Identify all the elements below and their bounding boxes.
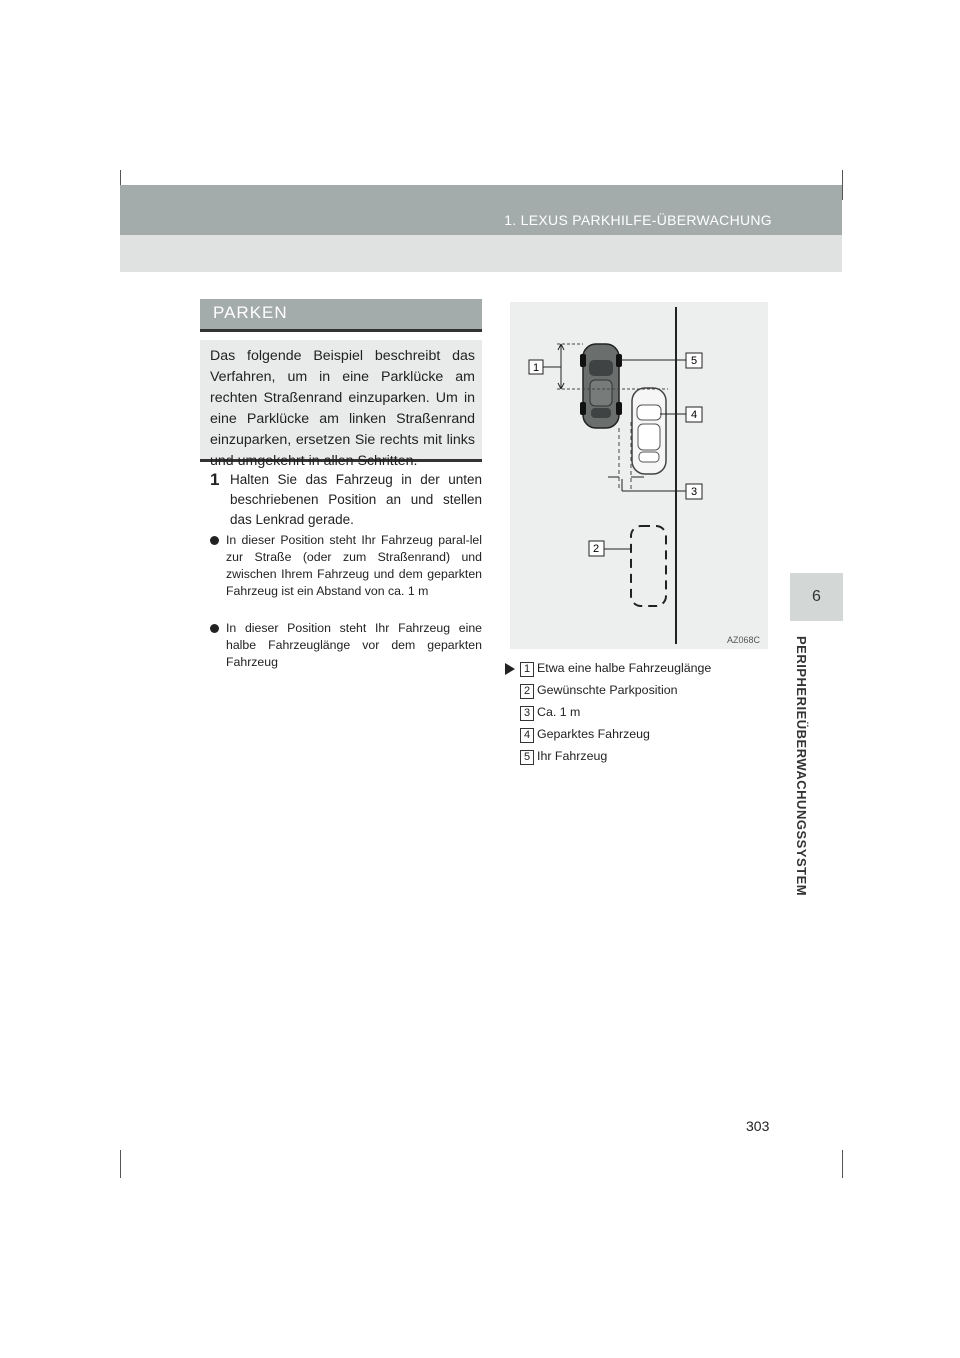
intro-text: Das folgende Beispiel beschreibt das Verfahren, um in eine Parklücke am rechten Straßenrand einzuparken. Um in eine Parklücke am linken Straßenrand einzuparken, ersetzen Sie rechts mit links und umgekehrt in allen Schritten. (210, 348, 475, 469)
callout-label (686, 407, 702, 422)
chapter-number: 6 (812, 588, 821, 605)
parking-diagram-svg (510, 302, 768, 649)
step-text: Halten Sie das Fahrzeug in der unten beschriebenen Position an und stellen das Lenkrad gerade. (230, 472, 482, 527)
legend-item (505, 660, 765, 682)
header-title: 1. LEXUS PARKHILFE-ÜBERWACHUNG (504, 212, 772, 228)
legend-label: Gewünschte Parkposition (537, 683, 678, 697)
section-title: PARKEN (213, 303, 288, 322)
crop-mark (842, 1150, 843, 1178)
callout-2-text: 2 (592, 543, 600, 555)
step-1 (210, 470, 482, 530)
legend-number: 5 (520, 750, 534, 765)
legend-number: 2 (520, 684, 534, 699)
callout-label (529, 360, 543, 374)
bullet-item (210, 620, 482, 671)
intro-box (200, 340, 482, 469)
chapter-label-container (790, 636, 816, 897)
bullet-dot-icon (210, 624, 219, 633)
callout-label (686, 484, 702, 499)
section-heading (200, 299, 482, 332)
parked-vehicle-icon (632, 388, 666, 474)
bullet-dot-icon (210, 536, 219, 545)
page-number: 303 (746, 1118, 770, 1134)
legend-item (505, 704, 765, 726)
callout-1-text: 1 (532, 362, 540, 374)
target-parking-space (631, 526, 666, 606)
legend-label: Ihr Fahrzeug (537, 749, 608, 763)
step-number: 1 (210, 470, 220, 489)
figure-legend (505, 660, 765, 770)
bullet-item (210, 532, 482, 600)
legend-label: Etwa eine halbe Fahrzeuglänge (537, 661, 712, 675)
legend-label: Ca. 1 m (537, 705, 581, 719)
legend-item (505, 748, 765, 770)
legend-number: 3 (520, 706, 534, 721)
callout-label (686, 353, 702, 368)
header-subband (120, 235, 842, 272)
figure-code: AZ068C (726, 635, 760, 645)
callout-3-text: 3 (690, 486, 698, 498)
parking-diagram (510, 302, 768, 649)
callout-label (589, 541, 604, 556)
bullet-text: In dieser Position steht Ihr Fahrzeug eine halbe Fahrzeuglänge vor dem geparkten Fahrzeug (226, 621, 482, 669)
page-header (120, 185, 842, 235)
bullet-text: In dieser Position steht Ihr Fahrzeug paral-lel zur Straße (oder zum Straßenrand) und zwischen Ihrem Fahrzeug und dem geparkten Fahrzeug ist ein Abstand von ca. 1 m (226, 533, 482, 598)
legend-label: Geparktes Fahrzeug (537, 727, 650, 741)
chapter-tab[interactable] (790, 573, 843, 621)
legend-number: 4 (520, 728, 534, 743)
chapter-label: PERIPHERIEÜBERWACHUNGSSYSTEM (794, 636, 809, 897)
crop-mark (842, 170, 843, 200)
legend-item (505, 682, 765, 704)
crop-mark (120, 1150, 121, 1178)
callout-4-text: 4 (690, 409, 698, 421)
legend-number: 1 (520, 662, 534, 677)
callout-5-text: 5 (690, 355, 698, 367)
own-vehicle-icon (580, 344, 622, 428)
legend-item (505, 726, 765, 748)
